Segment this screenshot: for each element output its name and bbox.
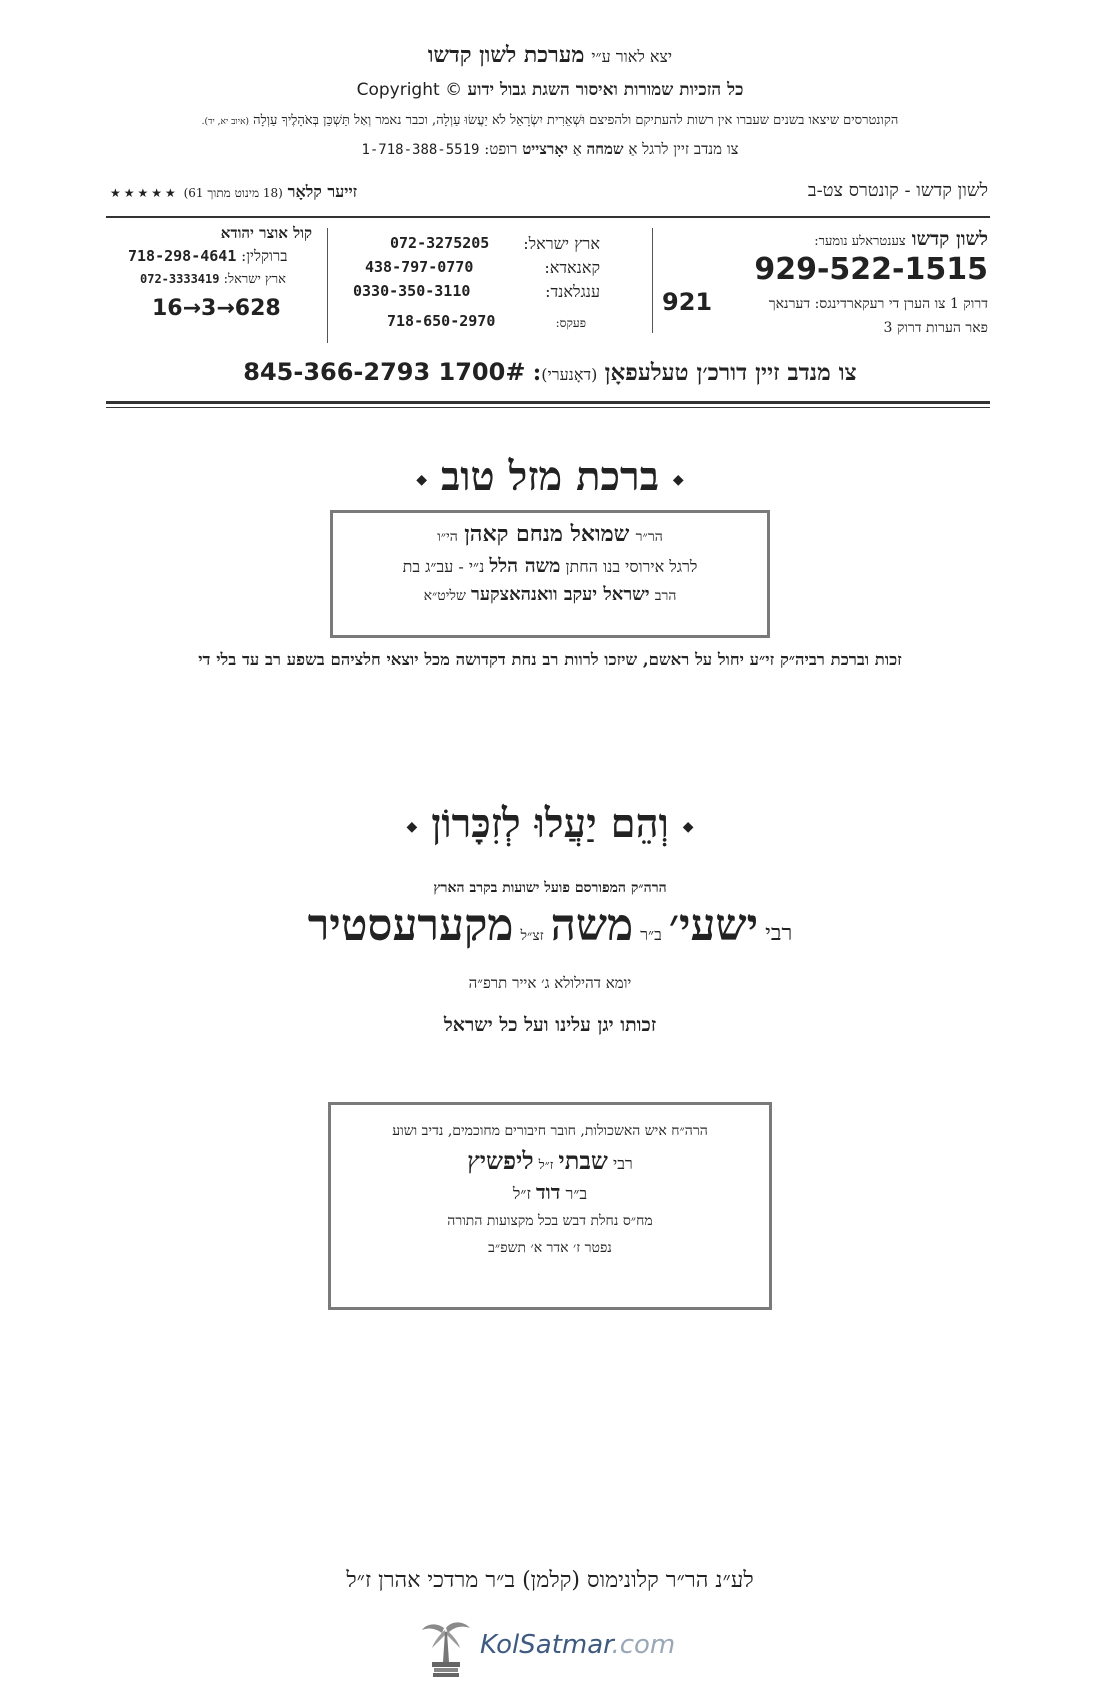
kol-otzar-code: 16→3→628 bbox=[152, 296, 281, 321]
bottom-divider-thin bbox=[106, 407, 990, 408]
nifter-prefix: רבי bbox=[613, 1154, 633, 1173]
rebbe-zatzal: זצ״ל bbox=[520, 928, 544, 944]
contact-divider-left bbox=[327, 228, 328, 343]
intl-label: קאנאדא: bbox=[544, 258, 600, 277]
difficulty-info bbox=[110, 182, 357, 202]
title-prefix: הר״ר bbox=[635, 529, 663, 545]
nifter-line-4: מח״ס נחלת דבש בכל מקצועות התורה bbox=[447, 1213, 653, 1229]
kol-otzar-brooklyn bbox=[128, 247, 287, 266]
palm-tree-icon bbox=[418, 1618, 474, 1678]
memorial-title bbox=[0, 800, 1100, 847]
logo-suffix-text: .com bbox=[611, 1630, 676, 1660]
brooklyn-phone[interactable]: 718-298-4641 bbox=[128, 247, 237, 265]
copy-warning-ref: (איוב יא, יד). bbox=[201, 117, 249, 127]
kolsatmar-logo[interactable] bbox=[418, 1618, 688, 1678]
mechutan-name: ישראל יעקב וואנהאצקער bbox=[470, 584, 650, 605]
main-line-title bbox=[814, 228, 988, 251]
publisher-name: מערכת לשון קדשו bbox=[427, 42, 585, 68]
intl-label: ענגלאנד: bbox=[545, 282, 600, 301]
mazel-tov-text: ברכת מזל טוב bbox=[441, 453, 659, 500]
mazel-tov-box bbox=[330, 510, 770, 638]
main-line-name: לשון קדשו bbox=[911, 228, 988, 250]
duration-label: (18 מינוט מתוך 61) bbox=[183, 186, 283, 200]
nifter-line-2 bbox=[331, 1146, 769, 1176]
donor-text: צו מנדב זיין דורכ׳ן טעלעפאָן bbox=[604, 359, 857, 386]
occasion-suffix: נ״י - עב״ג בת bbox=[402, 557, 485, 576]
nifter-father: דוד bbox=[536, 1180, 561, 1204]
header-line-2 bbox=[0, 80, 1100, 100]
nifter-ben: ב״ר bbox=[565, 1184, 588, 1203]
donor-colon: : bbox=[532, 359, 542, 386]
intl-phone-israel[interactable]: 072-3275205 bbox=[390, 234, 490, 252]
father-name: שמואל מנחם קאהן bbox=[464, 521, 630, 547]
top-divider bbox=[106, 216, 990, 218]
stars-rating: ★★★★★ bbox=[110, 186, 179, 200]
intl-row-england bbox=[545, 282, 600, 302]
rights-reserved: כל הזכיות שמורות ואיסור השגת גבול ידוע bbox=[467, 80, 744, 100]
header-line-4 bbox=[0, 140, 1100, 159]
header-line-1 bbox=[0, 42, 1100, 68]
kuntres-title: לשון קדשו - קונטרס צט-ב bbox=[807, 180, 988, 201]
memorial-zechus: זכותו יגן עלינו ועל כל ישראל bbox=[443, 1014, 657, 1036]
sponsor-pre: צו מנדב זיין לרגל אַ bbox=[628, 140, 739, 158]
rebbe-father-name: משה bbox=[550, 900, 634, 951]
title-suffix: שליט״א bbox=[423, 588, 466, 604]
memorial-title-text: וְהֵם יַעֲלוּ לְזִכָּרוֹן bbox=[431, 800, 669, 847]
title-prefix: הרב bbox=[654, 588, 677, 604]
header-line-3 bbox=[0, 112, 1100, 128]
intl-phone-england[interactable]: 0330-350-3110 bbox=[353, 282, 471, 300]
rebbe-prefix: רבי bbox=[765, 921, 793, 946]
intl-phone-fax[interactable]: 718-650-2970 bbox=[387, 312, 496, 330]
contact-divider-right bbox=[652, 228, 653, 333]
memorial-name-line bbox=[0, 900, 1100, 951]
donor-paren: (דאָנערי) bbox=[541, 365, 598, 384]
publisher-prefix: יצא לאור ע״י bbox=[591, 47, 673, 66]
donor-line bbox=[0, 358, 1100, 386]
comments-instruction: פאר הערות דרוק 3 bbox=[883, 320, 988, 336]
nifter-first-name: שבתי bbox=[558, 1146, 608, 1175]
main-phone-number[interactable]: 929-522-1515 bbox=[754, 252, 988, 287]
brooklyn-label: ברוקלין: bbox=[241, 247, 288, 265]
mazel-box-line-3 bbox=[333, 584, 767, 605]
chosson-name: משה הלל bbox=[489, 555, 561, 577]
intl-label: ארץ ישראל: bbox=[523, 234, 600, 253]
diamond-icon: ◆ bbox=[406, 819, 418, 835]
mazel-box-line-2 bbox=[333, 555, 767, 578]
mazel-tov-blessing: זכות וברכת רביה״ק זי״ע יחול על ראשם, שיזכו לרוות רב נחת דקדושה מכל יוצאי חלציהם בשפע רב עד בלי די bbox=[198, 650, 902, 669]
mazel-box-line-1 bbox=[333, 521, 767, 547]
memorial-line-1: הרה״ק המפורסם פועל ישועות בקרב הארץ bbox=[433, 880, 667, 896]
logo-main-text: KolSatmar bbox=[480, 1630, 612, 1660]
diamond-icon: ◆ bbox=[672, 472, 684, 488]
occasion-text: לרגל אירוסי בנו החתן bbox=[565, 557, 698, 576]
rebbe-first-name: ישעי׳ bbox=[668, 900, 759, 951]
intl-row-fax bbox=[556, 316, 586, 331]
recordings-text: דרוק 1 צו הערן די רעקארדינגס: דערנאך bbox=[768, 296, 988, 312]
rebbe-surname: מקערעסטיר bbox=[307, 900, 514, 951]
diamond-icon: ◆ bbox=[682, 819, 694, 835]
israel-label: ארץ ישראל: bbox=[223, 272, 286, 287]
recordings-instruction bbox=[769, 296, 988, 313]
diamond-icon: ◆ bbox=[416, 472, 428, 488]
intl-row-israel bbox=[523, 234, 600, 254]
donor-number[interactable]: 845-366-2793 1700# bbox=[243, 358, 526, 386]
nifter-father-zl: ז״ל bbox=[512, 1184, 531, 1203]
copyright-label: Copyright © bbox=[356, 80, 463, 100]
israel-phone[interactable]: 072-3333419 bbox=[140, 272, 220, 286]
nifter-box bbox=[328, 1102, 772, 1310]
memorial-yahrzeit: יומא דהילולא ג׳ אייר תרפ״ה bbox=[468, 974, 632, 992]
intl-phone-canada[interactable]: 438-797-0770 bbox=[365, 258, 474, 276]
footer-dedication: לע״נ הר״ר קלונימוס (קלמן) ב״ר מרדכי אהרן ז״ל bbox=[346, 1568, 754, 1593]
rebbe-ben: ב״ר bbox=[640, 925, 662, 944]
sponsor-post: רופט: bbox=[484, 140, 518, 158]
title-suffix: הי״ו bbox=[437, 529, 458, 545]
bottom-divider bbox=[106, 401, 990, 404]
copy-warning: הקונטרסים שיצאו בשנים שעברו אין רשות להעתיקם ולהפיצם וּשְׁאֵרִית יִשְׂרָאֵל לֹא יַעֲשׂוּ עַוְלָה, וכבר נאמר וְאַל תַּשְׁכֵּן בְּאֹהָלֶיךָ עַוְלָה bbox=[253, 113, 899, 128]
sponsor-simcha: שמחה bbox=[586, 140, 624, 158]
intl-row-canada bbox=[544, 258, 600, 278]
intl-label: פעקס: bbox=[555, 316, 586, 330]
nifter-line-5: נפטר ז׳ אדר א׳ תשפ״ב bbox=[488, 1240, 612, 1256]
nifter-zl: ז״ל bbox=[538, 1158, 554, 1173]
mazel-tov-title bbox=[0, 453, 1100, 500]
sponsor-phone: 1-718-388-5519 bbox=[361, 142, 480, 158]
recordings-extension[interactable]: 921 bbox=[662, 288, 713, 316]
sponsor-mid: אַ bbox=[572, 140, 582, 158]
sponsor-yahrzeit: יאָרצייט bbox=[522, 140, 568, 158]
difficulty-label: זייער קלאָר bbox=[287, 182, 358, 201]
nifter-line-3 bbox=[331, 1180, 769, 1205]
kol-otzar-israel bbox=[140, 271, 286, 287]
nifter-line-1: הרה״ח איש האשכולות, חובר חיבורים מחוכמים, נדיב ושוע bbox=[392, 1123, 708, 1139]
kol-otzar-title: קול אוצר יהודא bbox=[220, 224, 312, 242]
nifter-surname: ליפשיץ bbox=[467, 1146, 534, 1175]
main-line-subtitle: צענטראלע נומער: bbox=[814, 234, 906, 249]
